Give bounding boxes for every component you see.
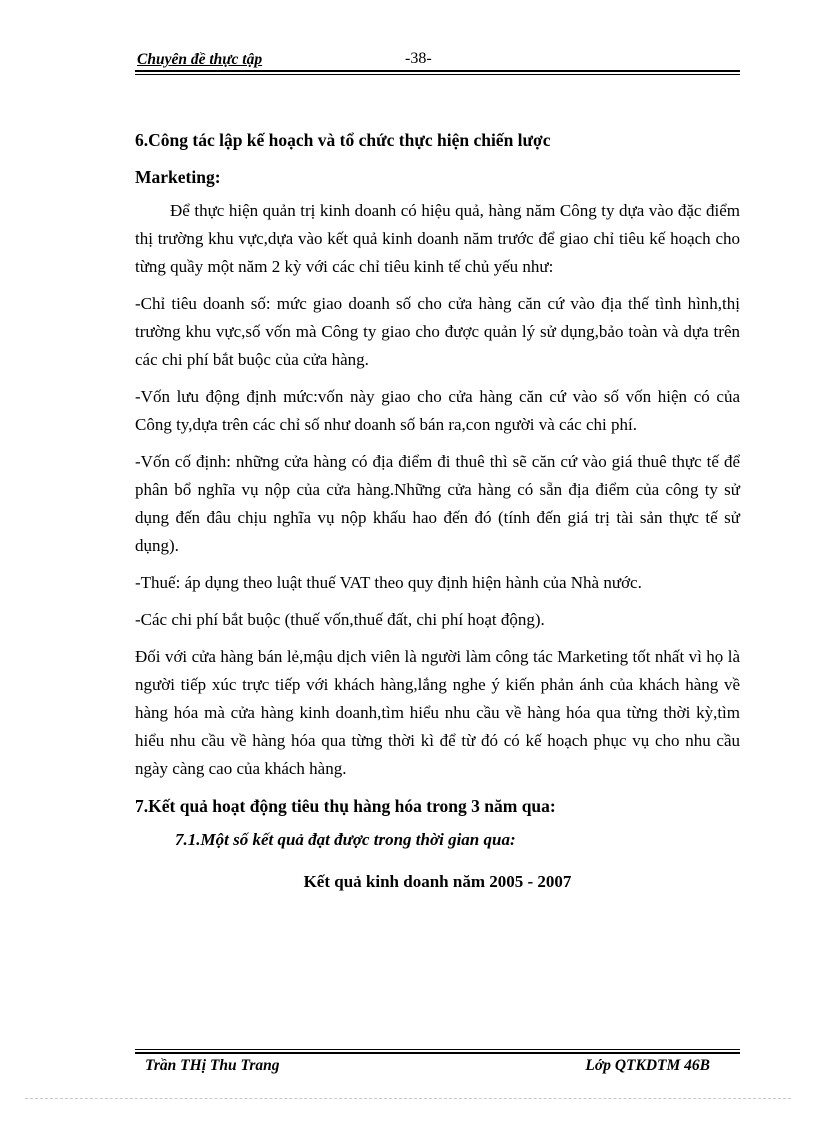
bullet-fixed-capital: -Vốn cố định: những cửa hàng có địa điểm đi thuê thì sẽ căn cứ vào giá thuê thực tế để phân bổ nghĩa vụ nộp của cửa hàng.Những cửa hàng có sẵn địa điểm của công ty sử dụng đến đâu chịu nghĩa vụ nộp khấu hao đến đó (tính đến giá trị tài sản thực tế sử dụng).: [135, 452, 740, 555]
footer-rule-thin: [135, 1049, 740, 1050]
document-body: [135, 126, 740, 905]
page-header: [135, 47, 740, 71]
header-title: Chuyên đề thực tập: [137, 51, 263, 68]
header-rule-thick: [135, 70, 740, 72]
bullet-working-capital: -Vốn lưu động định mức:vốn này giao cho cửa hàng căn cứ vào số vốn hiện có của Công ty,dựa trên các chỉ số như doanh số bán ra,con người và các chi phí.: [135, 387, 740, 434]
page-footer: [135, 1053, 740, 1079]
page-number: -38-: [405, 50, 432, 67]
table-caption: Kết quả kinh doanh năm 2005 - 2007: [303, 872, 572, 891]
bullet-revenue: -Chỉ tiêu doanh số: mức giao doanh số cho cửa hàng căn cứ vào địa thế tình hình,thị trường khu vực,số vốn mà Công ty giao cho được quản lý sử dụng,bảo toàn và dựa trên các chi phí bắt buộc của cửa hàng.: [135, 294, 740, 369]
bullet-mandatory-costs: -Các chi phí bắt buộc (thuế vốn,thuế đất, chi phí hoạt động).: [135, 610, 545, 629]
paragraph-intro: Để thực hiện quản trị kinh doanh có hiệu quả, hàng năm Công ty dựa vào đặc điểm thị trường khu vực,dựa vào kết quả kinh doanh năm trước để giao chỉ tiêu kế hoạch cho từng quầy một năm 2 kỳ với các chỉ tiêu kinh tế chủ yếu như:: [135, 201, 740, 276]
paragraph-retail: Đối với cửa hàng bán lẻ,mậu dịch viên là người làm công tác Marketing tốt nhất vì họ là người tiếp xúc trực tiếp với khách hàng,lắng nghe ý kiến phản ánh của khách hàng về hàng hóa mà cửa hàng kinh doanh,tìm hiểu nhu cầu về hàng hóa qua từng thời kỳ,tìm hiểu nhu cầu về hàng hóa qua từng thời kì để từ đó có kế hoạch phục vụ cho nhu cầu ngày càng cao của khách hàng.: [135, 647, 740, 778]
section7-heading: 7.Kết quả hoạt động tiêu thụ hàng hóa trong 3 năm qua:: [135, 796, 556, 816]
footer-class: Lớp QTKDTM 46B: [585, 1057, 710, 1074]
page-bottom-divider: [25, 1098, 791, 1099]
section6-heading-line2: Marketing:: [135, 167, 221, 187]
bullet-tax: -Thuế: áp dụng theo luật thuế VAT theo quy định hiện hành của Nhà nước.: [135, 573, 642, 592]
header-rule-thin: [135, 74, 740, 75]
section71-heading: 7.1.Một số kết quả đạt được trong thời gian qua:: [175, 830, 516, 849]
footer-author: Trần THị Thu Trang: [145, 1057, 280, 1074]
section6-heading-line1: 6.Công tác lập kế hoạch và tổ chức thực hiện chiến lược: [135, 130, 551, 150]
